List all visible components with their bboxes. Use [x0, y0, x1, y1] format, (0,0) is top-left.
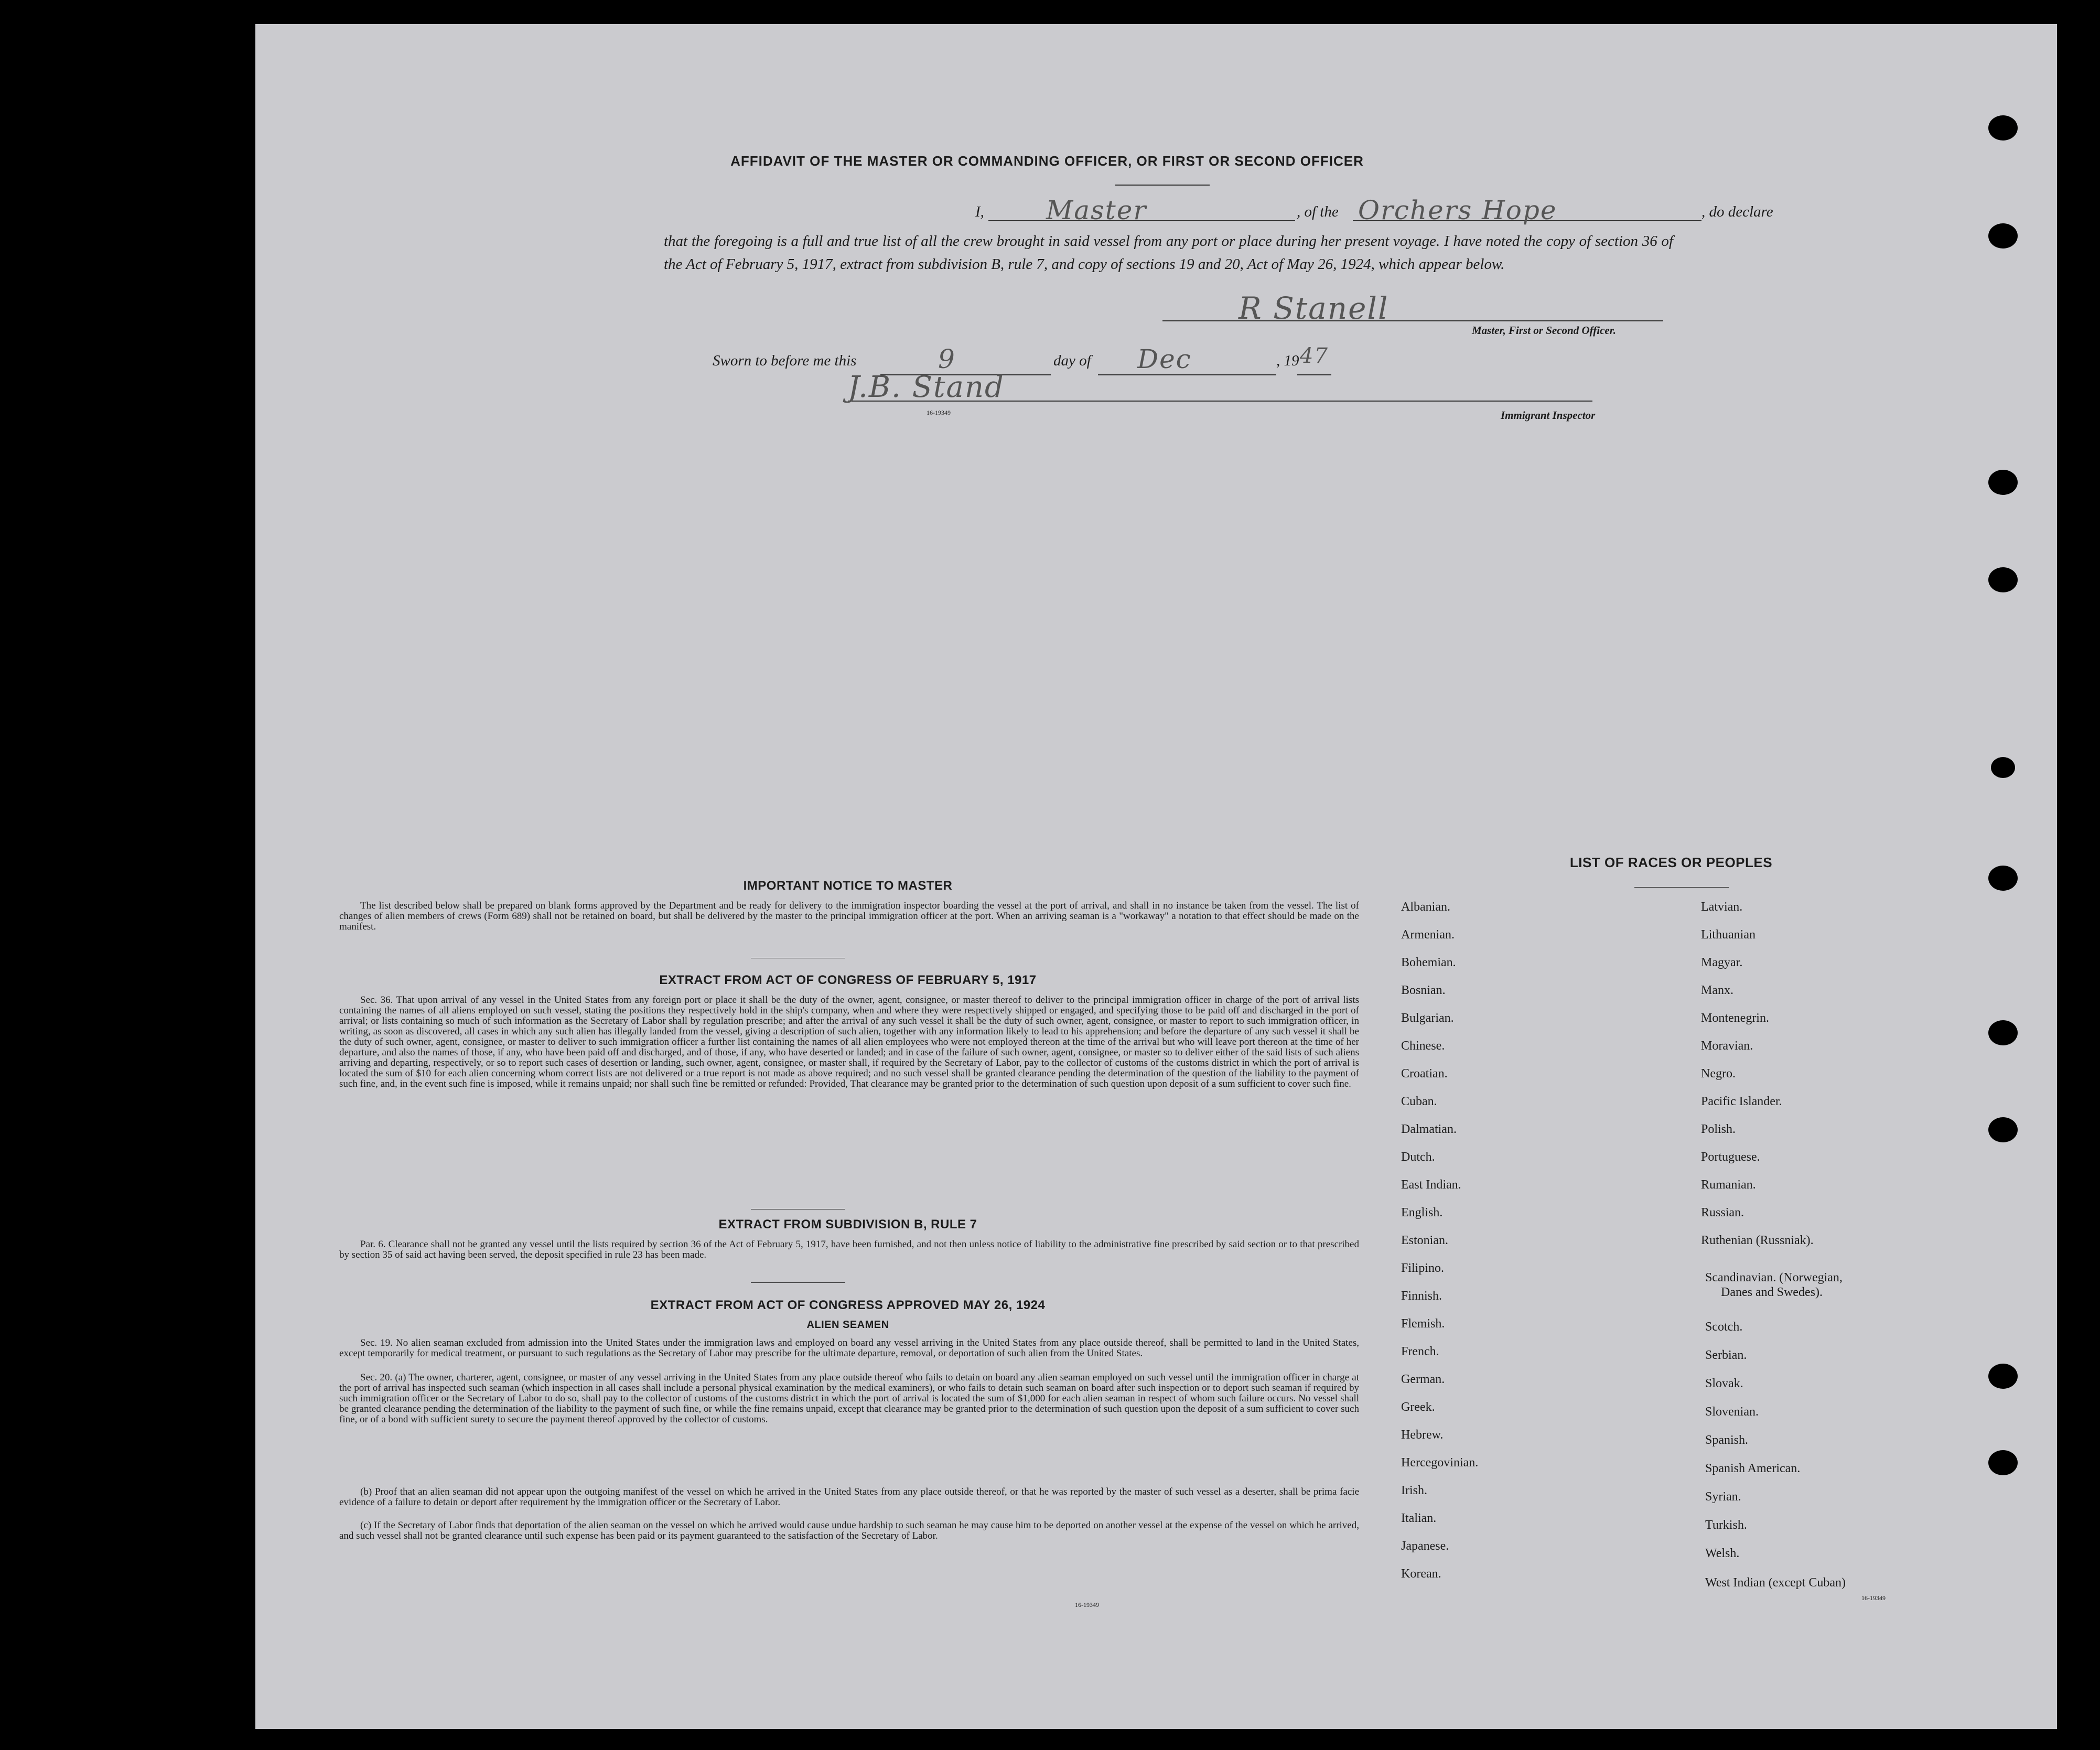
signature-caption: Master, First or Second Officer.: [1472, 324, 1616, 337]
race-item: Finnish.: [1401, 1289, 1442, 1303]
race-item: Hebrew.: [1401, 1428, 1444, 1442]
subdivision-b-text: Par. 6. Clearance shall not be granted any vessel until the lists required by section 36 of the Act of February 5, 1917, have been furnished, and not then unless notice of liability to the administrative fine prescribed by said section or to that prescribed by section 35 of said act having been served, the deposit specified in rule 23 has been made.: [339, 1239, 1359, 1260]
punch-hole: [1988, 1364, 2018, 1389]
race-item: Albanian.: [1401, 900, 1450, 914]
inspector-signature: J.B. Stand: [848, 370, 1005, 404]
extract-1924-sec20b: (b) Proof that an alien seaman did not appear upon the outgoing manifest of the vessel on which he arrived in the United States from any place outside thereof, or that he was reported by the master of such vessel as a deserter, shall be prima facie evidence of a failure to detain or deport after requirement by the immigration officer or the Secretary of Labor.: [339, 1486, 1359, 1508]
race-item: Bosnian.: [1401, 984, 1446, 997]
master-name-handwritten[interactable]: Master: [1046, 195, 1147, 225]
race-item: Portuguese.: [1701, 1150, 1760, 1164]
signature-line: [1162, 320, 1663, 321]
punch-hole: [1988, 1020, 2018, 1045]
divider: [1634, 887, 1729, 888]
races-title: LIST OF RACES OR PEOPLES: [1569, 855, 1773, 870]
race-item: Hercegovinian.: [1401, 1456, 1479, 1470]
race-item: Rumanian.: [1701, 1178, 1756, 1192]
declaration-line: I, Master , of the Orchers Hope , do declare: [975, 195, 1773, 225]
divider: [751, 1282, 845, 1283]
extract-1924-sec19: Sec. 19. No alien seaman excluded from admission into the United States under the immigration laws and employed on board any vessel arriving in the United States from any place outside thereof, shall be permitted to land in the United States, except temporarily for medical treatment, or pursuant to such regulations as the Secretary of Labor may prescribe for the ultimate departure, removal, or deportation of such alien from the United States.: [339, 1337, 1359, 1359]
race-item: Croatian.: [1401, 1067, 1448, 1081]
sworn-line: Sworn to before me this 9 day of Dec , 19 47: [713, 344, 1394, 375]
extract-1917-text: Sec. 36. That upon arrival of any vessel in the United States from any foreign port or place it shall be the duty of the owner, agent, consignee, or master thereof to deliver to the principal immigration officer in charge of the port of arrival lists containing the names of all aliens employed on such vessel, stating the positions they respectively hold in the ship's company, when and where they were respectively shipped or engaged, and specifying those to be paid off and discharged in the port of arrival; or lists containing so much of such information as the Secretary of Labor shall by regulation prescribe; and after the arrival of any such vessel it shall be the duty of such owner, agent, consignee, or master to report to such immigration officer, in writing, as soon as discovered, all cases in which any such alien has illegally landed from the vessel, giving a description of such alien, together with any information likely to lead to his apprehension; and before the departure of any such vessel it shall be the duty of such owner, agent, consignee, or master to deliver to such immigration officer a further list containing the names of all alien employees who were not employed thereon at the time of the arrival but who will leave port thereon at the time of her departure, and also the names of those, if any, who have been paid off and discharged, and of those, if any, who have deserted or landed; and in case of the failure of such owner, agent, consignee, or master so to deliver either of the said lists of such aliens arriving and departing, respectively, or so to report such cases of desertion or landing, such owner, agent, consignee, or master shall, if required by the Secretary of Labor, pay to the collector of customs of the customs district in which the port of arrival is located the sum of $10 for each alien concerning whom correct lists are not delivered or a true report is not made as above required; and no such vessel shall be granted clearance pending the determination of the question of the liability to the payment of such fine, and, in the event such fine is imposed, while it remains unpaid; nor shall such fine be remitted or refunded: Provided, That clearance may be granted prior to the determination of such question upon deposit of a sum sufficient to cover such fine.: [339, 995, 1359, 1089]
notice-text: The list described below shall be prepared on blank forms approved by the Department and be ready for delivery to the immigration inspector boarding the vessel at the port of arrival, and shall in no instance be taken from the vessel. The list of changes of alien members of crews (Form 689) shall not be retained on board, but shall be delivered by the master to the principal immigration officer at the port. When an arriving seaman is a "workaway" a notation to that effect should be made on the manifest.: [339, 900, 1359, 932]
race-item: East Indian.: [1401, 1178, 1461, 1192]
race-item: Italian.: [1401, 1511, 1437, 1525]
race-item: West Indian (except Cuban): [1705, 1576, 1846, 1590]
extract-1924-subtitle: ALIEN SEAMEN: [806, 1319, 889, 1331]
race-item: Danes and Swedes).: [1721, 1286, 1823, 1299]
notice-title: IMPORTANT NOTICE TO MASTER: [743, 879, 953, 893]
race-item: Japanese.: [1401, 1539, 1449, 1553]
extract-1924-sec20c: (c) If the Secretary of Labor finds that deportation of the alien seaman on the vessel on which he arrived would cause undue hardship to such seaman he may cause him to be deported on another vessel at the expense of the vessel on which he arrived, and such vessel shall not be granted clearance until such expense has been paid or its payment guaranteed to the satisfaction of the Secretary of Labor.: [339, 1520, 1359, 1541]
document-page: [255, 24, 2057, 1729]
race-item: Ruthenian (Russniak).: [1701, 1234, 1814, 1247]
form-number: 16-19349: [1861, 1594, 1886, 1602]
race-item: Cuban.: [1401, 1095, 1437, 1108]
race-item: Filipino.: [1401, 1261, 1445, 1275]
race-item: Estonian.: [1401, 1234, 1448, 1247]
race-item: Slovenian.: [1705, 1405, 1759, 1419]
race-item: Irish.: [1401, 1484, 1427, 1497]
race-item: German.: [1401, 1373, 1445, 1386]
race-item: Scotch.: [1705, 1320, 1743, 1334]
race-item: Chinese.: [1401, 1039, 1445, 1053]
race-item: Serbian.: [1705, 1348, 1747, 1362]
race-item: Lithuanian: [1701, 928, 1756, 942]
race-item: Pacific Islander.: [1701, 1095, 1782, 1108]
race-item: Welsh.: [1705, 1547, 1740, 1560]
race-item: Moravian.: [1701, 1039, 1753, 1053]
punch-hole: [1991, 757, 2015, 778]
race-item: Negro.: [1701, 1067, 1736, 1081]
race-item: Armenian.: [1401, 928, 1455, 942]
race-item: Syrian.: [1705, 1490, 1741, 1504]
race-item: Polish.: [1701, 1122, 1736, 1136]
race-item: Magyar.: [1701, 956, 1743, 969]
subdivision-b-title: EXTRACT FROM SUBDIVISION B, RULE 7: [718, 1217, 977, 1232]
race-item: Dalmatian.: [1401, 1122, 1457, 1136]
master-signature: R Stanell: [1239, 290, 1389, 326]
race-item: Spanish.: [1705, 1433, 1749, 1447]
race-item: Spanish American.: [1705, 1462, 1801, 1475]
race-item: Slovak.: [1705, 1377, 1743, 1390]
inspector-caption: Immigrant Inspector: [1501, 409, 1596, 422]
sworn-year-handwritten[interactable]: 47: [1300, 344, 1329, 368]
affidavit-title: AFFIDAVIT OF THE MASTER OR COMMANDING OFFICER, OR FIRST OR SECOND OFFICER: [730, 153, 1364, 169]
race-item: Dutch.: [1401, 1150, 1435, 1164]
race-item: Bohemian.: [1401, 956, 1456, 969]
race-item: Scandinavian. (Norwegian,: [1705, 1271, 1843, 1284]
punch-hole: [1988, 1117, 2018, 1142]
extract-1924-title: EXTRACT FROM ACT OF CONGRESS APPROVED MAY 26, 1924: [650, 1298, 1046, 1312]
vessel-name-handwritten[interactable]: Orchers Hope: [1358, 195, 1557, 225]
race-item: Korean.: [1401, 1567, 1441, 1581]
race-item: Greek.: [1401, 1400, 1435, 1414]
punch-hole: [1988, 115, 2018, 141]
punch-hole: [1988, 223, 2018, 249]
race-item: French.: [1401, 1345, 1439, 1358]
extract-1917-title: EXTRACT FROM ACT OF CONGRESS OF FEBRUARY 5, 1917: [659, 973, 1037, 987]
sworn-day-handwritten[interactable]: 9: [938, 344, 956, 374]
race-item: English.: [1401, 1206, 1443, 1219]
punch-hole: [1988, 567, 2018, 592]
race-item: Montenegrin.: [1701, 1011, 1769, 1025]
race-item: Bulgarian.: [1401, 1011, 1454, 1025]
punch-hole: [1988, 866, 2018, 891]
race-item: Turkish.: [1705, 1518, 1747, 1532]
form-number: 16-19349: [1075, 1601, 1099, 1608]
race-item: Latvian.: [1701, 900, 1743, 914]
declaration-body: that the foregoing is a full and true list of all the crew brought in said vessel from any port or place during her present voyage. I have noted the copy of section 36 of the Act of February 5, 1917, extract from subdivision B, rule 7, and copy of sections 19 and 20, Act of May 26, 1924, which appear below.: [664, 233, 1673, 273]
race-item: Russian.: [1701, 1206, 1744, 1219]
sworn-month-handwritten[interactable]: Dec: [1137, 344, 1192, 374]
punch-hole: [1988, 1450, 2018, 1475]
race-item: Flemish.: [1401, 1317, 1445, 1331]
form-number: 16-19349: [927, 409, 951, 416]
extract-1924-sec20a: Sec. 20. (a) The owner, charterer, agent, consignee, or master of any vessel arriving in the United States from any place outside thereof who fails to detain on board any alien seaman employed on such vessel until the immigration officer in charge at the port of arrival has inspected such seaman (which inspection in all cases shall include a personal physical examination by the medical examiners), or who fails to detain such seaman on board after such inspection or to deport such seaman if required by such immigration officer or the Secretary of Labor to do so, shall pay to the collector of customs of the customs district in which the port of arrival is located the sum of $1,000 for each alien seaman in respect of whom such failure occurs. No vessel shall be granted clearance pending the determination of the liability to the payment of such fine, or while the fine remains unpaid, except that clearance may be granted prior to the determination of such question upon the deposit of a sum sufficient to cover such fine, or of a bond with sufficient surety to secure the payment thereof approved by the collector of customs.: [339, 1372, 1359, 1425]
divider: [1115, 185, 1210, 186]
race-item: Manx.: [1701, 984, 1733, 997]
punch-hole: [1988, 470, 2018, 495]
